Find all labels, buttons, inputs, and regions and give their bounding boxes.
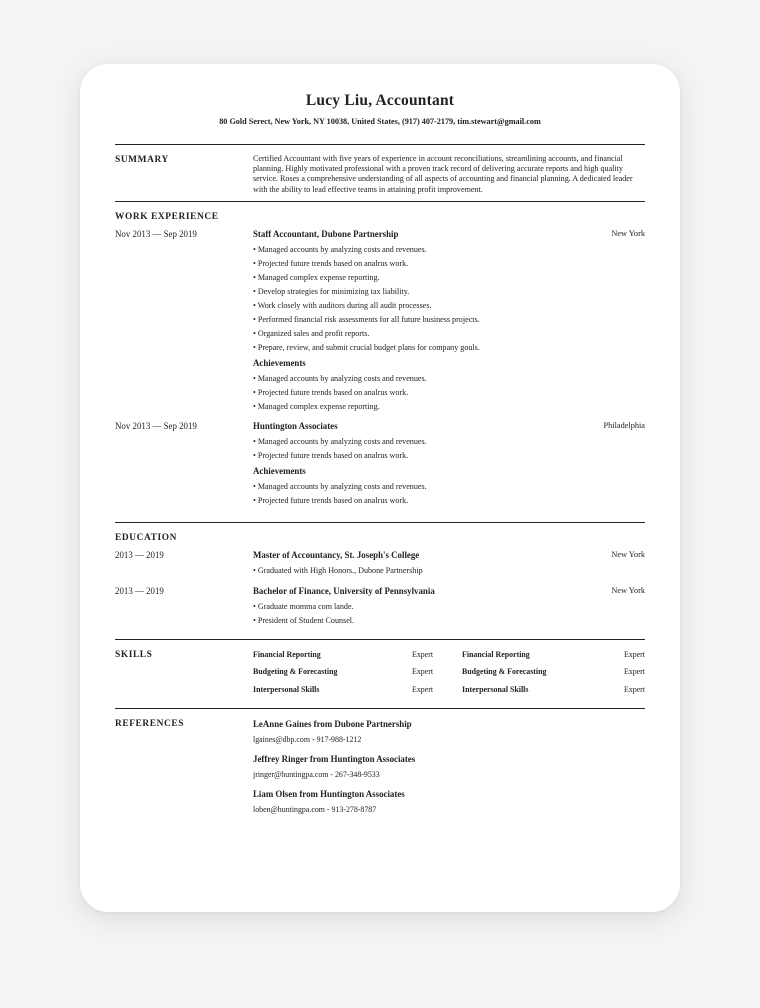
job-role: Huntington Associates (253, 420, 338, 431)
list-item: • Projected future trends based on analrus work. (253, 387, 409, 397)
skill-row (253, 667, 645, 685)
job-entry (115, 229, 645, 414)
resume-content (115, 64, 645, 814)
list-item: • Managed accounts by analyzing costs and revenues. (253, 373, 427, 383)
list-item: • Projected future trends based on analrus work. (253, 450, 409, 460)
list-item: • Projected future trends based on analrus work. (253, 495, 409, 505)
job-dates: Nov 2013 — Sep 2019 (115, 228, 197, 239)
education-location: New York (611, 549, 645, 559)
list-item: • Managed accounts by analyzing costs and revenues. (253, 481, 427, 491)
job-location: New York (611, 228, 645, 238)
skill-name: Financial Reporting (253, 649, 321, 659)
education-bullets (253, 564, 645, 578)
section-title: EDUCATION (115, 532, 178, 543)
education-degree: Bachelor of Finance, University of Pennsylvania (253, 585, 435, 596)
job-bullets (253, 243, 645, 355)
summary-section (115, 145, 645, 195)
list-item: • Managed accounts by analyzing costs and revenues. (253, 436, 427, 446)
skill-name: Interpersonal Skills (253, 684, 320, 694)
skills-grid (253, 650, 645, 703)
job-dates: Nov 2013 — Sep 2019 (115, 420, 197, 431)
education-dates: 2013 — 2019 (115, 549, 164, 560)
references-section (115, 709, 645, 814)
skill-name: Interpersonal Skills (462, 684, 529, 694)
reference-contact: jringer@huntingpa.com - 267-348-9533 (253, 770, 380, 780)
list-item: • Organized sales and profit reports. (253, 328, 370, 338)
achievements-heading: Achievements (253, 357, 306, 368)
skills-section (115, 640, 645, 703)
education-dates: 2013 — 2019 (115, 585, 164, 596)
education-entry (115, 550, 645, 578)
resume-name: Lucy Liu, Accountant (305, 92, 455, 109)
job-bullets (253, 435, 645, 463)
skill-row (253, 685, 645, 703)
list-item: • Managed complex expense reporting. (253, 272, 380, 282)
list-item: • Graduated with High Honors., Dubone Partnership (253, 565, 423, 575)
skill-name: Financial Reporting (462, 649, 530, 659)
list-item: • Managed complex expense reporting. (253, 401, 380, 411)
job-location: Philadelphia (603, 420, 645, 430)
skill-name: Budgeting & Forecasting (462, 667, 547, 677)
list-item: • Graduate momma com lande. (253, 601, 354, 611)
reference-name: Liam Olsen from Huntington Associates (253, 789, 405, 800)
skill-level: Expert (412, 667, 434, 677)
section-title: REFERENCES (115, 719, 185, 730)
skill-level: Expert (412, 649, 434, 659)
list-item: • Work closely with auditors during all audit processes. (253, 300, 432, 310)
skill-level: Expert (623, 649, 645, 659)
achievement-bullets (253, 480, 645, 508)
list-item: • Managed accounts by analyzing costs and revenues. (253, 244, 427, 254)
list-item: • Performed financial risk assessments for all future business projects. (253, 314, 480, 324)
skill-level: Expert (623, 667, 645, 677)
skill-level: Expert (412, 684, 434, 694)
section-title: WORK EXPERIENCE (115, 211, 219, 222)
education-section (115, 523, 645, 628)
achievement-bullets (253, 372, 645, 414)
education-entry (115, 586, 645, 628)
education-bullets (253, 600, 645, 628)
contact-line: 80 Gold Serect, New York, NY 10038, United States, (917) 407-2179, tim.stewart@gmail.com (219, 117, 541, 126)
work-section (115, 202, 645, 508)
education-degree: Master of Accountancy, St. Joseph's College (253, 549, 420, 560)
list-item: • Develop strategies for minimizing tax liability. (253, 286, 410, 296)
list-item: • President of Student Counsel. (253, 615, 355, 625)
achievements-heading: Achievements (253, 465, 306, 476)
list-item: • Projected future trends based on analrus work. (253, 258, 409, 268)
resume-page (80, 64, 680, 912)
reference-name: Jeffrey Ringer from Huntington Associates (253, 754, 416, 765)
list-item: • Prepare, review, and submit crucial budget plans for company gouls. (253, 342, 480, 352)
reference-contact: lgaines@dbp.com - 917-988-1212 (253, 735, 362, 745)
job-role: Staff Accountant, Dubone Partnership (253, 228, 399, 239)
section-title: SKILLS (115, 649, 153, 660)
skill-level: Expert (623, 684, 645, 694)
reference-name: LeAnne Gaines from Dubone Partnership (253, 719, 412, 730)
reference-contact: loben@huntingpa.com - 913-278-8787 (253, 805, 377, 815)
job-entry (115, 421, 645, 508)
skill-name: Budgeting & Forecasting (253, 667, 338, 677)
skill-row (253, 650, 645, 668)
section-title: SUMMARY (115, 155, 169, 165)
summary-text: Certified Accountant with five years of experience in account reconciliations, streamlining accounts, and financial planning. Highly motivated professional with a proven track record of delivering accurate reports and high quality service. Roses a comprehensive understanding of all aspects of accounting and financial planning. A dedicated leader with the ability to lead effective teams in attaining profit improvement. (253, 154, 633, 194)
education-location: New York (611, 585, 645, 595)
